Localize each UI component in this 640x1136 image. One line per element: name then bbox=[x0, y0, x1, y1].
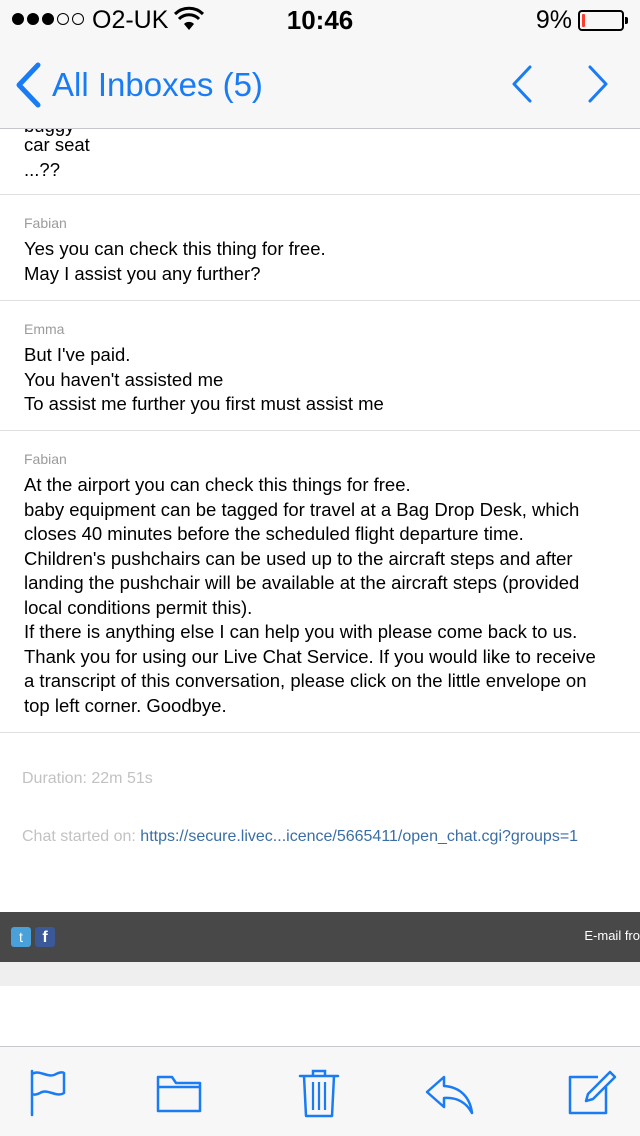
message-line: But I've paid. bbox=[24, 344, 131, 365]
status-time: 10:46 bbox=[286, 5, 354, 35]
email-body bbox=[0, 129, 640, 1046]
back-label: All Inboxes (5) bbox=[52, 66, 263, 103]
chat-message bbox=[0, 301, 640, 431]
chat-url-link[interactable]: https://secure.livec...icence/5665411/open_chat.cgi?groups=1 bbox=[140, 828, 579, 845]
message-line: landing the pushchair will be available at the aircraft steps (provided bbox=[24, 572, 580, 593]
flag-icon bbox=[22, 1067, 72, 1119]
reply-icon bbox=[424, 1067, 474, 1119]
battery-percent: 9% bbox=[535, 6, 572, 34]
message-line: To assist me further you first must assist me bbox=[24, 393, 384, 414]
status-bar bbox=[0, 0, 640, 40]
footer-strip bbox=[0, 962, 640, 986]
folder-icon bbox=[154, 1067, 204, 1119]
message-line: a transcript of this conversation, please click on the little envelope on bbox=[24, 670, 587, 691]
facebook-icon[interactable]: f bbox=[35, 927, 55, 947]
battery-fill bbox=[582, 14, 585, 27]
twitter-icon[interactable]: t bbox=[11, 927, 31, 947]
battery-icon bbox=[578, 10, 624, 31]
chat-started-label: Chat started on: bbox=[22, 828, 141, 845]
message-line: baby equipment can be tagged for travel at a Bag Drop Desk, which bbox=[24, 498, 580, 520]
trash-icon bbox=[294, 1067, 344, 1119]
message-line: top left corner. Goodbye. bbox=[24, 694, 227, 716]
compose-icon bbox=[566, 1067, 616, 1119]
chevron-left-icon bbox=[14, 62, 42, 108]
message-line: local conditions permit this). bbox=[24, 596, 253, 618]
chat-started bbox=[22, 828, 578, 846]
message-line: Yes you can check this thing for free. bbox=[24, 238, 326, 259]
message-sender: Emma bbox=[24, 321, 65, 337]
back-button[interactable] bbox=[14, 60, 263, 110]
bottom-toolbar bbox=[0, 1046, 640, 1136]
message-line: Children's pushchairs can be used up to the aircraft steps and after bbox=[24, 547, 573, 569]
chat-duration: Duration: 22m 51s bbox=[22, 770, 153, 787]
trash-button[interactable] bbox=[294, 1067, 344, 1119]
message-line: closes 40 minutes before the scheduled flight departure time. bbox=[24, 523, 524, 544]
chat-message bbox=[0, 431, 640, 733]
top-bar bbox=[0, 0, 640, 129]
carrier-name: O2-UK bbox=[92, 6, 169, 34]
footer-email-text: E-mail fro bbox=[584, 928, 640, 943]
message-line: Thank you for using our Live Chat Service. If you would like to receive bbox=[24, 645, 596, 667]
message-line: You haven't assisted me bbox=[24, 368, 224, 390]
chevron-down-icon[interactable] bbox=[584, 64, 612, 104]
message-line: ...?? bbox=[24, 158, 60, 180]
move-folder-button[interactable] bbox=[154, 1067, 204, 1119]
email-footer bbox=[0, 912, 640, 962]
message-line: If there is anything else I can help you with please come back to us. bbox=[24, 621, 578, 642]
chat-message bbox=[0, 129, 640, 195]
message-sender: Fabian bbox=[24, 215, 67, 231]
chat-message bbox=[0, 195, 640, 301]
message-line: car seat bbox=[24, 134, 90, 155]
message-line: At the airport you can check this things for free. bbox=[24, 474, 411, 495]
message-line: May I assist you any further? bbox=[24, 262, 261, 284]
message-sender: Fabian bbox=[24, 451, 67, 467]
chevron-up-icon[interactable] bbox=[508, 64, 536, 104]
flag-button[interactable] bbox=[22, 1067, 72, 1119]
reply-button[interactable] bbox=[424, 1067, 474, 1119]
compose-button[interactable] bbox=[566, 1067, 616, 1119]
